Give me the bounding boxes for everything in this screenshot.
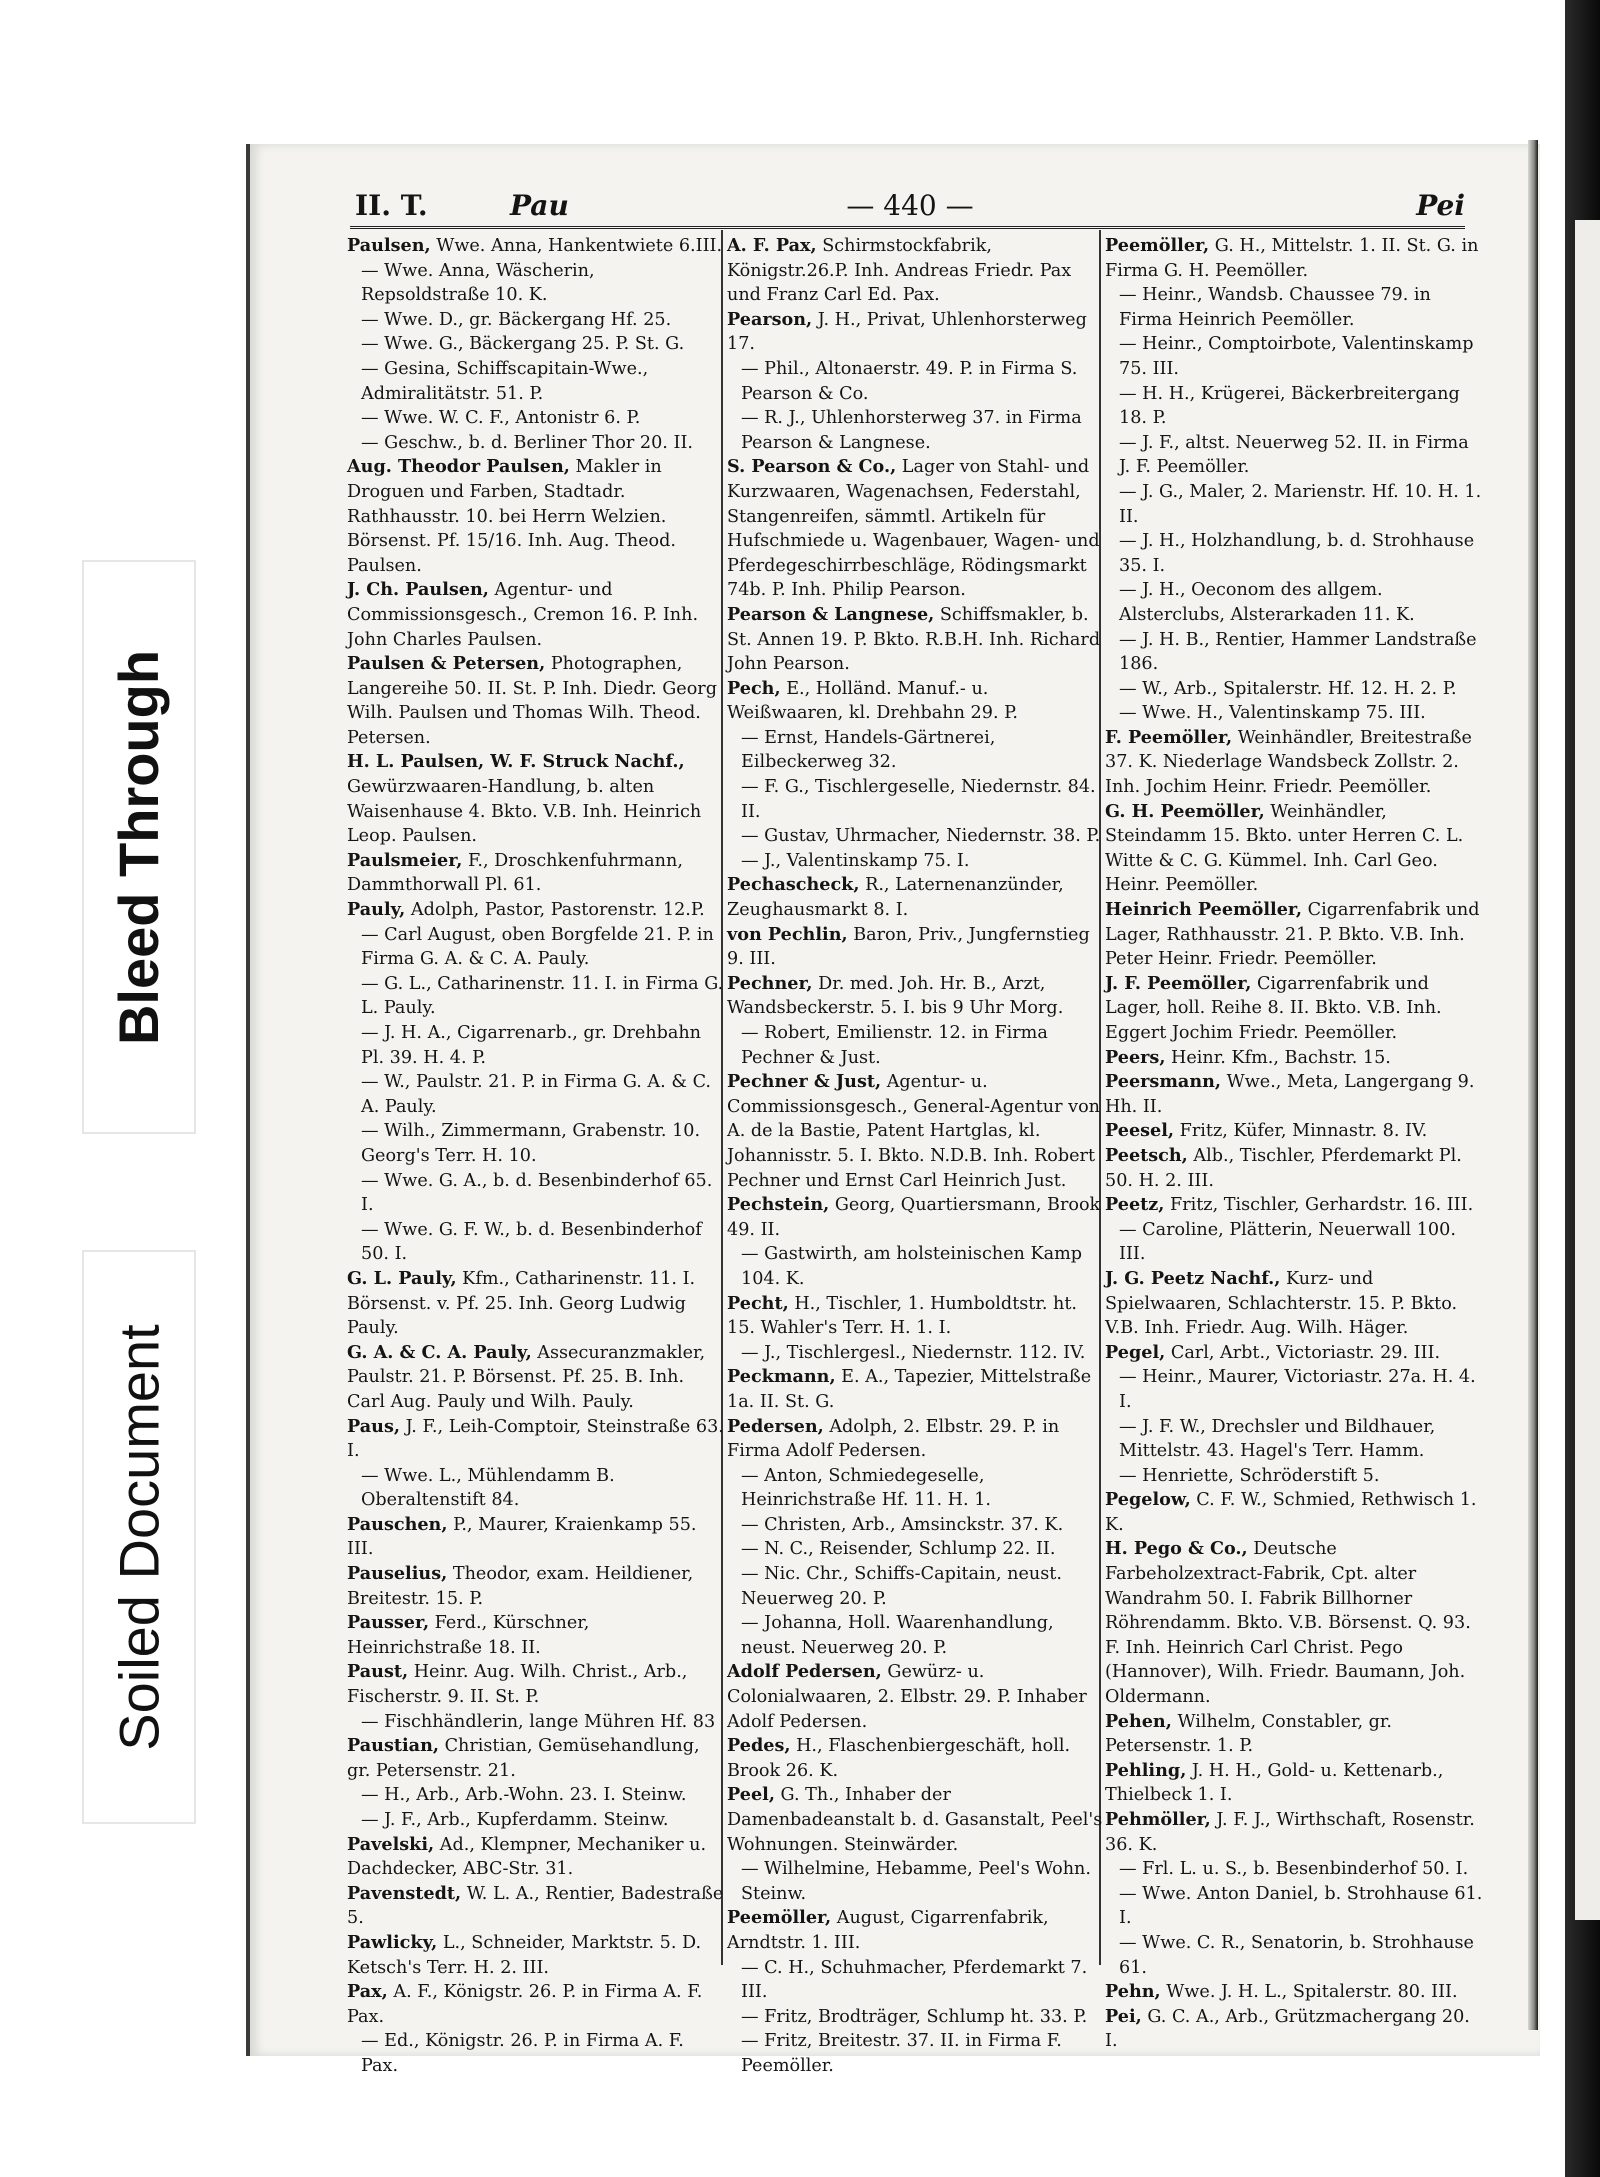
directory-entry [347, 1660, 725, 1709]
directory-entry [347, 1980, 725, 2029]
soiled-document-text: Soiled Document [107, 1323, 171, 1751]
entry-text: Kfm., Catharinenstr. 11. I. Börsenst. v. Pf. 25. Inh. Georg Ludwig Pauly. [347, 1268, 696, 1339]
directory-entry [347, 1021, 725, 1070]
directory-entry [1105, 1415, 1483, 1464]
entry-name: Pedersen, [727, 1415, 824, 1437]
entry-text: — Gastwirth, am holsteinischen Kamp 104. K. [741, 1244, 1083, 1289]
directory-entry [727, 1537, 1105, 1562]
directory-entry [347, 455, 725, 578]
entry-text: — J. H. A., Cigarrenarb., gr. Drehbahn Pl. 39. H. 4. P. [361, 1023, 702, 1068]
entry-name: Pax, [347, 1981, 388, 2003]
directory-entry [347, 1882, 725, 1931]
entry-text: Schiffsmakler, b. St. Annen 19. P. Bkto. R.B.H. Inh. Richard John Pearson. [727, 604, 1101, 675]
entry-name: Pavelski, [347, 1833, 435, 1855]
directory-entry [347, 1562, 725, 1611]
directory-entry [347, 1783, 725, 1808]
entry-text: Heinr. Aug. Wilh. Christ., Arb., Fischerstr. 9. II. St. P. [347, 1662, 688, 1708]
entry-text: Schirmstockfabrik, Königstr.26.P. Inh. Andreas Friedr. Pax und Franz Carl Ed. Pax. [727, 236, 1072, 306]
directory-entry [1105, 332, 1483, 381]
entry-name: Pei, [1105, 2005, 1142, 2027]
entry-name: Adolf Pedersen, [727, 1661, 882, 1683]
entry-name: J. Ch. Paulsen, [347, 579, 489, 601]
entry-text: — N. C., Reisender, Schlump 22. II. [741, 1539, 1056, 1560]
directory-entry [727, 1415, 1105, 1464]
entry-text: — G. L., Catharinenstr. 11. I. in Firma G. L. Pauly. [361, 973, 724, 1019]
entry-text: Fritz, Tischler, Gerhardstr. 16. III. [1169, 1195, 1474, 1216]
entry-name: G. A. & C. A. Pauly, [347, 1341, 532, 1363]
entry-text: — Wwe. G., Bäckergang 25. P. St. G. [361, 334, 685, 355]
entry-text: — Heinr., Wandsb. Chaussee 79. in Firma Heinrich Peemöller. [1119, 285, 1431, 330]
directory-entry [727, 1660, 1105, 1734]
entry-name: Peesel, [1105, 1120, 1175, 1142]
entry-text: — Wwe. G. F. W., b. d. Besenbinderhof 50. I. [361, 1219, 702, 1265]
directory-entry [1105, 1464, 1483, 1489]
entry-text: W. L. A., Rentier, Badestraße 5. [347, 1883, 724, 1929]
entry-text: — Wwe. G. A., b. d. Besenbinderhof 65. I. [361, 1170, 713, 1216]
entry-name: Pauselius, [347, 1563, 448, 1585]
entry-text: Ad., Klempner, Mechaniker u. Dachdecker, ABC-Str. 31. [347, 1834, 707, 1880]
directory-entry [1105, 1759, 1483, 1808]
entry-text: — Fischhändlerin, lange Mühren Hf. 83 [361, 1711, 716, 1732]
right-guide-word: Pei [1416, 188, 1465, 222]
directory-entry [727, 406, 1105, 455]
directory-entry [1105, 800, 1483, 898]
entry-name: Paus, [347, 1415, 400, 1437]
directory-entry [1105, 1808, 1483, 1857]
entry-name: H. Pego & Co., [1105, 1538, 1248, 1560]
entry-text: A. F., Königstr. 26. P. in Firma A. F. Pax. [347, 1982, 703, 2027]
entry-text: H., Tischler, 1. Humboldtstr. ht. 15. Wahler's Terr. H. 1. I. [727, 1293, 1078, 1339]
directory-entry [347, 431, 725, 456]
directory-entry [347, 1218, 725, 1267]
entry-text: — Wwe. C. R., Senatorin, b. Strohhause 61. [1119, 1932, 1474, 1978]
entry-name: S. Pearson & Co., [727, 456, 897, 478]
entry-text: Gewürzwaaren-Handlung, b. alten Waisenhause 4. Bkto. V.B. Inh. Heinrich Leop. Paulsen. [347, 777, 702, 847]
directory-entry [727, 1341, 1105, 1366]
directory-entry [727, 1070, 1105, 1193]
entry-name: Pegel, [1105, 1341, 1166, 1363]
entry-text: J. H. H., Gold- u. Kettenarb., Thielbeck 1. I. [1105, 1760, 1444, 1806]
entry-text: Wilhelm, Constabler, gr. Petersenstr. 1. P. [1105, 1711, 1392, 1757]
entry-text: Makler in Droguen und Farben, Stadtadr. Rathhausstr. 10. bei Herrn Welzien. Börsenst. Pf. 15/16. Inh. Aug. Theod. Paulsen. [347, 457, 676, 576]
directory-entry [347, 1169, 725, 1218]
directory-entry [727, 2029, 1105, 2078]
entry-text: — Henriette, Schröderstift 5. [1119, 1465, 1380, 1486]
entry-text: — W., Arb., Spitalerstr. Hf. 12. H. 2. P. [1119, 678, 1457, 699]
directory-entry [1105, 726, 1483, 800]
directory-entry [1105, 283, 1483, 332]
directory-entry [347, 1267, 725, 1341]
directory-entry [347, 2029, 725, 2078]
entry-text: — Wilhelmine, Hebamme, Peel's Wohn. Steinw. [741, 1859, 1091, 1904]
entry-name: Peers, [1105, 1046, 1166, 1068]
entry-text: Ferd., Kürschner, Heinrichstraße 18. II. [347, 1613, 590, 1658]
directory-entry [727, 775, 1105, 824]
entry-text: — J. G., Maler, 2. Marienstr. Hf. 10. H. 1. II. [1119, 481, 1482, 527]
entry-name: Pedes, [727, 1735, 791, 1757]
directory-entry [1105, 701, 1483, 726]
entry-text: — J. F., Arb., Kupferdamm. Steinw. [361, 1810, 669, 1830]
entry-name: Paust, [347, 1661, 409, 1683]
entry-name: Peemöller, [1105, 235, 1210, 256]
directory-entry [347, 259, 725, 308]
entry-name: Pawlicky, [347, 1931, 438, 1953]
entry-text: — J., Valentinskamp 75. I. [741, 850, 970, 871]
entry-text: August, Cigarrenfabrik, Arndtstr. 1. III. [727, 1908, 1049, 1953]
directory-entry [347, 406, 725, 431]
entry-text: — J. H., Holzhandlung, b. d. Strohhause 35. I. [1119, 531, 1475, 576]
directory-entry [727, 873, 1105, 922]
entry-name: H. L. Paulsen, W. F. Struck Nachf., [347, 751, 685, 773]
directory-entry [1105, 1980, 1483, 2005]
directory-entry [1105, 1857, 1483, 1882]
entry-name: Pech, [727, 677, 781, 699]
entry-text: G. C. A., Arb., Grützmachergang 20. I. [1105, 2006, 1470, 2052]
entry-name: Pechner, [727, 972, 813, 994]
directory-column-2 [727, 234, 1105, 2079]
entry-text: Weinhändler, Breitestraße 37. K. Niederlage Wandsbeck Zollstr. 2. Inh. Jochim Heinr. Friedr. Peemöller. [1105, 727, 1472, 798]
entry-text: F., Droschkenfuhrmann, Dammthorwall Pl. 61. [347, 850, 683, 896]
entry-text: E. A., Tapezier, Mittelstraße 1a. II. St. G. [727, 1367, 1092, 1412]
entry-name: Heinrich Peemöller, [1105, 899, 1303, 921]
entry-name: J. G. Peetz Nachf., [1105, 1267, 1281, 1289]
directory-entry [1105, 972, 1483, 1046]
directory-entry [347, 234, 725, 259]
directory-entry [727, 603, 1105, 677]
entry-text: Baron, Priv., Jungfernstieg 9. III. [727, 924, 1090, 970]
entry-text: Georg, Quartiersmann, Brook 49. II. [727, 1195, 1101, 1240]
entry-text: Wwe. J. H. L., Spitalerstr. 80. III. [1166, 1982, 1458, 2003]
entry-text: Dr. med. Joh. Hr. B., Arzt, Wandsbeckerstr. 5. I. bis 9 Uhr Morg. [727, 973, 1064, 1019]
directory-entry [727, 1292, 1105, 1341]
directory-entry [727, 1611, 1105, 1660]
directory-entry [1105, 1144, 1483, 1193]
entry-text: — J. F., altst. Neuerweg 52. II. in Firma J. F. Peemöller. [1119, 432, 1469, 478]
directory-entry [1105, 578, 1483, 627]
entry-text: — Frl. L. u. S., b. Besenbinderhof 50. I. [1119, 1859, 1469, 1880]
directory-entry [347, 1808, 725, 1833]
directory-entry [727, 824, 1105, 849]
entry-name: Pauschen, [347, 1513, 448, 1535]
directory-entry [727, 1513, 1105, 1538]
entry-name: Peersmann, [1105, 1071, 1222, 1093]
entry-text: — Wwe. L., Mühlendamm B. Oberaltenstift 84. [361, 1465, 615, 1511]
entry-text: Gewürz- u. Colonialwaaren, 2. Elbstr. 29. P. Inhaber Adolf Pedersen. [727, 1662, 1087, 1732]
directory-entry [727, 677, 1105, 726]
entry-name: Pavenstedt, [347, 1882, 462, 1904]
section-number: II. T. [355, 188, 428, 222]
entry-name: Pechascheck, [727, 874, 860, 896]
directory-column-3 [1105, 234, 1483, 2054]
directory-entry [1105, 382, 1483, 431]
entry-text: Adolph, Pastor, Pastorenstr. 12.P. [410, 900, 705, 921]
entry-text: G. Th., Inhaber der Damenbadeanstalt b. d. Gasanstalt, Peel's Wohnungen. Steinwärder. [727, 1785, 1103, 1855]
entry-text: — F. G., Tischlergeselle, Niedernstr. 84. II. [741, 777, 1096, 822]
entry-text: — Anton, Schmiedegeselle, Heinrichstraße Hf. 11. H. 1. [741, 1465, 991, 1511]
directory-entry [1105, 1193, 1483, 1218]
entry-text: — W., Paulstr. 21. P. in Firma G. A. & C. A. Pauly. [361, 1072, 711, 1117]
entry-text: Assecuranzmakler, Paulstr. 21. P. Börsenst. Pf. 25. B. Inh. Carl Aug. Pauly und Wilh. Pauly. [347, 1342, 706, 1412]
directory-entry [347, 1734, 725, 1783]
directory-entry [1105, 480, 1483, 529]
entry-text: — Ernst, Handels-Gärtnerei, Eilbeckerweg 32. [741, 727, 996, 773]
entry-name: Paustian, [347, 1735, 439, 1757]
entry-text: J. F., Leih-Comptoir, Steinstraße 63. I. [347, 1416, 724, 1462]
directory-entry [347, 578, 725, 652]
directory-entry [727, 455, 1105, 603]
directory-entry [347, 1513, 725, 1562]
directory-entry [1105, 2005, 1483, 2054]
page-header [355, 180, 1465, 230]
directory-entry [727, 726, 1105, 775]
entry-text: — Wilh., Zimmermann, Grabenstr. 10. Georg's Terr. H. 10. [361, 1121, 701, 1166]
directory-entry [727, 1365, 1105, 1414]
entry-text: — Wwe. Anton Daniel, b. Strohhause 61. I. [1119, 1883, 1483, 1929]
entry-text: — Wwe. D., gr. Bäckergang Hf. 25. [361, 309, 672, 330]
entry-text: Agentur- u. Commissionsgesch., General-Agentur von A. de la Bastie, Patent Hartglas, kl. Johannisstr. 5. I. Bkto. N.D.B. Inh. Robert Pechner und Ernst Carl Heinrich Just. [727, 1072, 1101, 1191]
directory-entry [727, 308, 1105, 357]
directory-entry [727, 1562, 1105, 1611]
entry-text: — C. H., Schuhmacher, Pferdemarkt 7. III. [741, 1957, 1088, 2003]
directory-entry [1105, 1882, 1483, 1931]
left-guide-word: Pau [510, 188, 569, 222]
entry-text: — Wwe. Anna, Wäscherin, Repsoldstraße 10. K. [361, 260, 595, 306]
adjacent-page-strip [1575, 220, 1600, 1920]
entry-name: Peetz, [1105, 1194, 1165, 1216]
header-rule [350, 226, 1465, 229]
directory-entry [727, 849, 1105, 874]
directory-entry [347, 1119, 725, 1168]
soiled-document-label [82, 1250, 196, 1824]
directory-entry [347, 972, 725, 1021]
directory-entry [727, 1242, 1105, 1291]
directory-entry [1105, 1537, 1483, 1709]
page-edge [1528, 140, 1538, 2030]
directory-entry [727, 1734, 1105, 1783]
entry-text: Heinr. Kfm., Bachstr. 15. [1171, 1047, 1391, 1068]
directory-entry [1105, 628, 1483, 677]
entry-name: Paulsen & Petersen, [347, 653, 546, 675]
bleed-through-text: Bleed Through [107, 649, 171, 1045]
directory-entry [347, 332, 725, 357]
directory-entry [347, 898, 725, 923]
entry-text: H., Flaschenbiergeschäft, holl. Brook 26. K. [727, 1736, 1071, 1781]
entry-name: Pearson, [727, 308, 813, 330]
entry-name: Pechner & Just, [727, 1071, 882, 1093]
entry-name: Peel, [727, 1784, 775, 1806]
directory-entry [1105, 1046, 1483, 1071]
entry-text: — R. J., Uhlenhorsterweg 37. in Firma Pearson & Langnese. [741, 408, 1082, 453]
directory-entry [727, 972, 1105, 1021]
entry-name: Paulsen, [347, 235, 431, 256]
entry-text: — Carl August, oben Borgfelde 21. P. in Firma G. A. & C. A. Pauly. [361, 924, 714, 970]
directory-entry [1105, 1070, 1483, 1119]
entry-text: — Phil., Altonaerstr. 49. P. in Firma S. Pearson & Co. [741, 358, 1078, 404]
entry-text: — J. F. W., Drechsler und Bildhauer, Mittelstr. 43. Hagel's Terr. Hamm. [1119, 1416, 1436, 1462]
directory-entry [347, 1415, 725, 1464]
entry-text: — J. H., Oeconom des allgem. Alsterclubs, Alsterarkaden 11. K. [1119, 580, 1415, 625]
directory-entry [1105, 1931, 1483, 1980]
entry-text: — Nic. Chr., Schiffs-Capitain, neust. Neuerweg 20. P. [741, 1564, 1062, 1609]
directory-entry [347, 849, 725, 898]
entry-text: Weinhändler, Steindamm 15. Bkto. unter Herren C. L. Witte & C. G. Kümmel. Inh. Carl Geo. Heinr. Peemöller. [1105, 801, 1464, 896]
entry-name: Pearson & Langnese, [727, 603, 935, 625]
entry-text: — Heinr., Maurer, Victoriastr. 27a. H. 4. I. [1119, 1367, 1476, 1412]
entry-name: G. H. Peemöller, [1105, 800, 1265, 822]
directory-entry [727, 1956, 1105, 2005]
entry-text: — Johanna, Holl. Waarenhandlung, neust. Neuerweg 20. P. [741, 1613, 1054, 1658]
directory-entry [347, 750, 725, 848]
entry-text: Carl, Arbt., Victoriastr. 29. III. [1170, 1342, 1441, 1363]
directory-entry [727, 357, 1105, 406]
entry-text: Kurz- und Spielwaaren, Schlachterstr. 15. P. Bkto. V.B. Inh. Friedr. Aug. Wilh. Häger. [1105, 1268, 1458, 1339]
entry-name: F. Peemöller, [1105, 726, 1233, 748]
entry-text: — Wwe. H., Valentinskamp 75. III. [1119, 703, 1426, 724]
directory-entry [347, 1341, 725, 1415]
entry-text: Wwe. Anna, Hankentwiete 6.III. [436, 236, 723, 256]
directory-entry [727, 234, 1105, 308]
directory-entry [1105, 431, 1483, 480]
entry-name: von Pechlin, [727, 923, 848, 945]
directory-entry [347, 1070, 725, 1119]
entry-name: Peckmann, [727, 1366, 836, 1388]
entry-name: Pechstein, [727, 1194, 830, 1216]
entry-text: — Gesina, Schiffscapitain-Wwe., Admiralitätstr. 51. P. [361, 358, 649, 404]
directory-entry [347, 652, 725, 750]
entry-text: — Gustav, Uhrmacher, Niedernstr. 38. P. [741, 826, 1101, 847]
entry-name: Pauly, [347, 899, 406, 921]
directory-entry [347, 308, 725, 333]
bleed-through-label [82, 560, 196, 1134]
directory-entry [1105, 234, 1483, 283]
directory-entry [727, 1021, 1105, 1070]
entry-text: C. F. W., Schmied, Rethwisch 1. K. [1105, 1490, 1477, 1535]
directory-entry [1105, 898, 1483, 972]
entry-text: R., Laternenanzünder, Zeughausmarkt 8. I. [727, 875, 1064, 921]
entry-text: — Caroline, Plätterin, Neuerwall 100. III. [1119, 1219, 1456, 1265]
entry-text: Christian, Gemüsehandlung, gr. Petersenstr. 21. [347, 1736, 700, 1781]
entry-text: Cigarrenfabrik und Lager, holl. Reihe 8. II. Bkto. V.B. Inh. Eggert Jochim Friedr. Peemöller. [1105, 973, 1442, 1043]
directory-entry [347, 1931, 725, 1980]
entry-name: Peetsch, [1105, 1144, 1188, 1166]
entry-name: Pecht, [727, 1292, 789, 1314]
entry-text: E., Holländ. Manuf.- u. Weißwaaren, kl. Drehbahn 29. P. [727, 678, 1018, 724]
entry-text: P., Maurer, Kraienkamp 55. III. [347, 1514, 697, 1560]
entry-name: A. F. Pax, [727, 235, 817, 256]
directory-entry [727, 1783, 1105, 1857]
directory-entry [347, 1611, 725, 1660]
entry-text: — Heinr., Comptoirbote, Valentinskamp 75. III. [1119, 334, 1474, 379]
entry-text: — Fritz, Breitestr. 37. II. in Firma F. Peemöller. [741, 2031, 1062, 2076]
directory-entry [1105, 1710, 1483, 1759]
entry-text: Photographen, Langereihe 50. II. St. P. Inh. Diedr. Georg Wilh. Paulsen und Thomas Wilh. Theod. Petersen. [347, 654, 717, 748]
directory-entry [1105, 1365, 1483, 1414]
directory-entry [1105, 1119, 1483, 1144]
entry-name: Pehen, [1105, 1710, 1172, 1732]
entry-text: — H., Arb., Arb.-Wohn. 23. I. Steinw. [361, 1785, 687, 1806]
directory-entry [727, 923, 1105, 972]
entry-text: Adolph, 2. Elbstr. 29. P. in Firma Adolf Pedersen. [727, 1416, 1060, 1462]
entry-name: Pegelow, [1105, 1489, 1191, 1511]
entry-text: L., Schneider, Marktstr. 5. D. Ketsch's Terr. H. 2. III. [347, 1932, 702, 1978]
entry-text: — Wwe. W. C. F., Antonistr 6. P. [361, 408, 641, 429]
directory-entry [347, 1464, 725, 1513]
directory-entry [727, 1857, 1105, 1906]
entry-text: — J. H. B., Rentier, Hammer Landstraße 186. [1119, 629, 1477, 675]
directory-entry [727, 1464, 1105, 1513]
directory-entry [347, 357, 725, 406]
directory-entry [727, 2005, 1105, 2030]
directory-entry [1105, 677, 1483, 702]
directory-entry [1105, 1218, 1483, 1267]
page-number: — 440 — [846, 188, 974, 222]
entry-text: — Ed., Königstr. 26. P. in Firma A. F. Pax. [361, 2031, 684, 2076]
entry-text: Alb., Tischler, Pferdemarkt Pl. 50. H. 2. III. [1105, 1145, 1462, 1191]
directory-entry [347, 923, 725, 972]
entry-text: G. H., Mittelstr. 1. II. St. G. in Firma G. H. Peemöller. [1105, 236, 1479, 281]
directory-entry [1105, 1267, 1483, 1341]
entry-name: Pehmöller, [1105, 1809, 1211, 1830]
entry-name: Pausser, [347, 1612, 430, 1634]
entry-name: Pehn, [1105, 1981, 1161, 2003]
directory-column-1 [347, 234, 725, 2079]
entry-name: G. L. Pauly, [347, 1267, 457, 1289]
entry-name: Paulsmeier, [347, 849, 463, 871]
entry-text: Fritz, Küfer, Minnastr. 8. IV. [1179, 1121, 1428, 1142]
entry-name: J. F. Peemöller, [1105, 972, 1252, 994]
entry-text: Deutsche Farbeholzextract-Fabrik, Cpt. alter Wandrahm 50. I. Fabrik Billhorner Röhrendamm. Bkto. V.B. Börsenst. Q. 93. F. Inh. Heinrich Carl Christ. Pego (Hannover), Wilh. Friedr. Baumann, Joh. Oldermann. [1105, 1539, 1471, 1708]
entry-text: Theodor, exam. Heildiener, Breitestr. 15. P. [347, 1564, 694, 1609]
directory-entry [1105, 1488, 1483, 1537]
entry-text: — Robert, Emilienstr. 12. in Firma Pechner & Just. [741, 1023, 1048, 1068]
entry-text: Wwe., Meta, Langergang 9. Hh. II. [1105, 1072, 1475, 1117]
entry-name: Peemöller, [727, 1907, 832, 1929]
entry-text: — H. H., Krügerei, Bäckerbreitergang 18. P. [1119, 383, 1460, 429]
directory-entry [727, 1906, 1105, 1955]
directory-entry [347, 1710, 725, 1735]
entry-text: — Geschw., b. d. Berliner Thor 20. II. [361, 432, 693, 453]
entry-name: Aug. Theodor Paulsen, [347, 456, 570, 478]
directory-entry [727, 1193, 1105, 1242]
entry-text: Agentur- und Commissionsgesch., Cremon 16. P. Inh. John Charles Paulsen. [347, 580, 699, 650]
entry-text: Cigarrenfabrik und Lager, Rathhausstr. 21. P. Bkto. V.B. Inh. Peter Heinr. Friedr. Peemöller. [1105, 900, 1480, 970]
directory-entry [347, 1833, 725, 1882]
entry-text: Lager von Stahl- und Kurzwaaren, Wagenachsen, Federstahl, Stangenreifen, sämmtl. Artikeln für Hufschmiede u. Wagenbauer, Wagen- und Pferdegeschirrbeschläge, Rödingsmarkt 74b. P. Inh. Philip Pearson. [727, 457, 1100, 601]
directory-entry [1105, 1341, 1483, 1366]
entry-text: — J., Tischlergesl., Niedernstr. 112. IV. [741, 1342, 1086, 1363]
directory-entry [1105, 529, 1483, 578]
entry-text: — Christen, Arb., Amsinckstr. 37. K. [741, 1514, 1064, 1535]
entry-text: — Fritz, Brodträger, Schlump ht. 33. P. [741, 2006, 1088, 2027]
entry-name: Pehling, [1105, 1759, 1187, 1781]
entry-text: J. F. J., Wirthschaft, Rosenstr. 36. K. [1105, 1810, 1475, 1855]
entry-text: J. H., Privat, Uhlenhorsterweg 17. [727, 309, 1087, 355]
